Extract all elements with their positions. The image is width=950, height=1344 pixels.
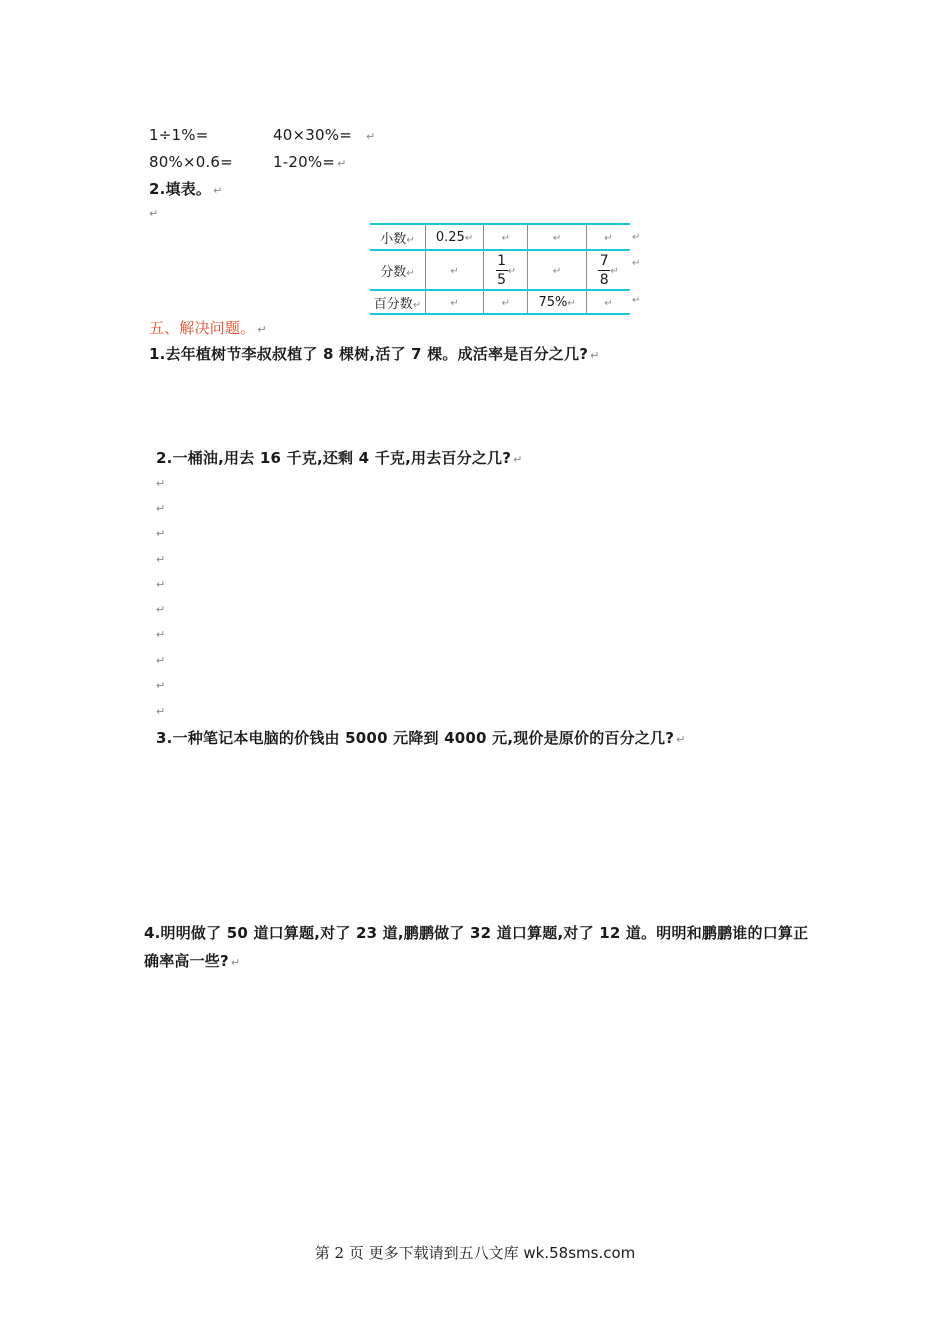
table-row [370,224,630,250]
paragraph-mark-icon: ↵ [156,578,166,591]
fraction-numerator: 7 [599,252,609,269]
table-row-label [370,290,425,314]
footer-site-link: wk.58sms.com [523,1244,636,1262]
fraction-bar [598,270,610,271]
table-cell [586,224,630,250]
paragraph-mark-icon: ↵ [156,654,166,667]
calc-item [273,125,375,147]
table-cell [586,250,630,290]
table-row-label [370,224,425,250]
question-text: 1.去年植树节李叔叔植了 8 棵树,活了 7 棵。成活率是百分之几? [149,345,589,363]
cell-value: 0.25 [435,229,465,245]
section-title-text: 五、解决问题。 [149,319,256,337]
paragraph-mark-icon: ↵ [156,553,166,566]
table-row [370,290,630,314]
page-footer [0,1243,950,1263]
question-item [156,728,686,750]
table-cell [425,250,483,290]
paragraph-mark-icon: ↵ [604,232,613,244]
label-text: 分数 [380,264,407,280]
question-text: 2.一桶油,用去 16 千克,还剩 4 千克,用去百分之几? [156,449,512,467]
paragraph-mark-icon: ↵ [567,297,576,309]
table-row [370,250,630,290]
paragraph-mark-icon: ↵ [590,349,600,362]
label-text: 小数 [380,231,407,247]
section-title [149,179,223,201]
fraction [598,253,610,288]
section-title [149,318,267,340]
table-cell [425,290,483,314]
paragraph-mark-icon: ↵ [632,258,641,269]
fraction-bar [496,270,508,271]
paragraph-mark-icon: ↵ [257,323,267,336]
paragraph-mark-icon: ↵ [406,234,415,246]
paragraph-mark-icon: ↵ [604,297,613,309]
cell-value: 75% [538,294,568,310]
calc-item [273,152,347,174]
paragraph-mark-icon: ↵ [501,232,511,244]
question-item: 4.明明做了 50 道口算题,对了 23 道,鹏鹏做了 32 道口算题,对了 12 道。明明和鹏鹏谁的口算正 [144,924,809,942]
paragraph-mark-icon: ↵ [337,157,347,170]
table-cell [528,250,586,290]
fraction [496,253,508,288]
paragraph-mark-icon: ↵ [156,679,166,692]
table-cell [484,290,528,314]
paragraph-mark-icon: ↵ [156,527,166,540]
fraction-numerator: 1 [497,252,507,269]
paragraph-mark-icon: ↵ [213,184,223,197]
fill-table [370,223,630,315]
calc-item: 80%×0.6= [149,153,233,171]
calc-text: 40×30%= [273,126,352,144]
paragraph-mark-icon: ↵ [501,297,511,309]
table-cell [528,224,586,250]
paragraph-mark-icon: ↵ [513,453,523,466]
paragraph-mark-icon: ↵ [406,267,415,279]
paragraph-mark-icon: ↵ [156,502,166,515]
paragraph-mark-icon: ↵ [412,299,422,311]
paragraph-mark-icon: ↵ [507,265,517,277]
paragraph-mark-icon: ↵ [464,232,474,244]
table-cell [528,290,586,314]
paragraph-mark-icon: ↵ [676,733,686,746]
table-cell [586,290,630,314]
paragraph-mark-icon: ↵ [156,603,166,616]
paragraph-mark-icon: ↵ [632,232,641,243]
table-cell [484,250,528,290]
table-cell [484,224,528,250]
paragraph-mark-icon: ↵ [365,130,376,143]
paragraph-mark-icon: ↵ [156,477,166,490]
paragraph-mark-icon: ↵ [632,295,641,306]
question-text: 确率高一些? [144,952,229,970]
question-item [144,951,240,973]
paragraph-mark-icon: ↵ [610,265,619,277]
paragraph-mark-icon: ↵ [450,265,459,277]
table-row-label [370,250,425,290]
table-cell [425,224,483,250]
paragraph-mark-icon: ↵ [450,297,459,309]
fraction-denominator: 8 [599,271,609,288]
paragraph-mark-icon: ↵ [156,628,166,641]
calc-item: 1÷1%= [149,126,209,144]
paragraph-mark-icon: ↵ [149,207,159,220]
question-text: 3.一种笔记本电脑的价钱由 5000 元降到 4000 元,现价是原价的百分之几? [156,729,675,747]
paragraph-mark-icon: ↵ [156,705,166,718]
footer-page-text: 第 2 页 更多下载请到五八文库 [314,1244,519,1262]
paragraph-mark-icon: ↵ [552,265,562,277]
paragraph-mark-icon: ↵ [552,232,562,244]
label-text: 百分数 [373,296,413,312]
section-title-text: 2.填表。 [149,180,212,198]
paragraph-mark-icon: ↵ [230,956,241,969]
question-item [149,344,600,366]
calc-text: 1-20%= [273,153,336,171]
fraction-denominator: 5 [497,271,507,288]
question-item [156,448,523,470]
